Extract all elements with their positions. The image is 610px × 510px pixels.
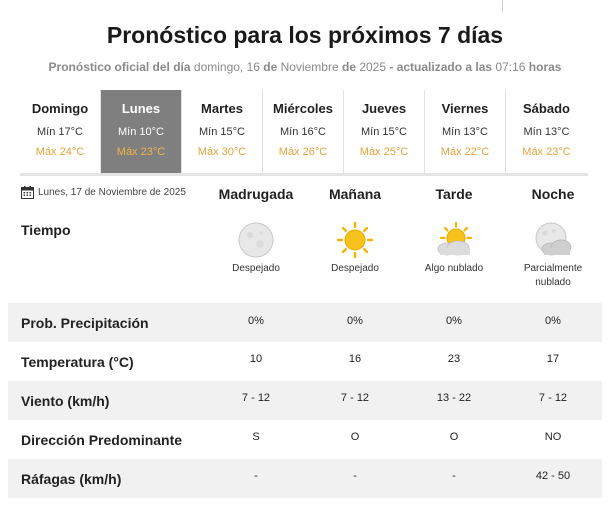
day-tab-viernes[interactable] <box>425 90 506 173</box>
subtitle-official: Pronóstico oficial del día <box>48 60 191 74</box>
direction-manana: O <box>350 431 360 443</box>
day-max: Máx 26°C <box>278 146 328 158</box>
day-tab-lunes[interactable] <box>101 90 182 173</box>
condition-noche-line1: Parcialmente <box>523 263 583 274</box>
precipitation-madrugada: 0% <box>248 315 264 327</box>
day-min: Mín 15°C <box>361 126 407 138</box>
subtitle-de-2: de <box>341 60 356 74</box>
subtitle-year: 2025 <box>356 60 390 74</box>
day-tabs-underline <box>20 173 588 176</box>
temperature-tarde: 23 <box>447 353 461 365</box>
day-max: Máx 22°C <box>440 146 490 158</box>
precipitation-noche: 0% <box>545 315 561 327</box>
gusts-madrugada: - <box>254 470 258 482</box>
day-min: Mín 15°C <box>199 126 245 138</box>
condition-tarde: Algo nublado <box>424 263 484 274</box>
top-divider <box>502 0 503 12</box>
day-max: Máx 30°C <box>197 146 247 158</box>
day-min: Mín 13°C <box>442 126 488 138</box>
condition-noche <box>498 262 608 290</box>
wind-manana: 7 - 12 <box>340 392 370 404</box>
day-tab-miercoles[interactable] <box>263 90 344 173</box>
row-label-precipitation: Prob. Precipitación <box>21 315 149 331</box>
day-tab-martes[interactable] <box>182 90 263 173</box>
condition-noche-line2: nublado <box>535 277 571 288</box>
subtitle-weekday: domingo, 16 <box>190 60 264 74</box>
day-tab-domingo[interactable] <box>20 90 101 173</box>
direction-tarde: O <box>449 431 459 443</box>
day-name: Sábado <box>523 101 570 116</box>
precipitation-manana: 0% <box>347 315 363 327</box>
day-name: Miércoles <box>273 101 333 116</box>
day-max: Máx 24°C <box>35 146 85 158</box>
subtitle-hours: horas <box>528 60 562 74</box>
condition-madrugada: Despejado <box>232 263 280 274</box>
subtitle-updated: - actualizado a las <box>389 60 493 74</box>
direction-madrugada: S <box>252 431 260 443</box>
day-min: Mín 17°C <box>37 126 83 138</box>
day-max: Máx 25°C <box>359 146 409 158</box>
precipitation-tarde: 0% <box>446 315 462 327</box>
day-name: Viernes <box>441 101 489 116</box>
gusts-tarde: - <box>452 470 456 482</box>
day-tab-sabado[interactable] <box>506 90 587 173</box>
wind-madrugada: 7 - 12 <box>241 392 271 404</box>
row-label-direction: Dirección Predominante <box>21 432 183 448</box>
wind-tarde: 13 - 22 <box>436 392 472 404</box>
day-tabs <box>20 90 588 173</box>
day-max: Máx 23°C <box>522 146 571 158</box>
page-title: Pronóstico para los próximos 7 días <box>106 22 504 48</box>
day-max: Máx 23°C <box>116 146 166 158</box>
direction-noche: NO <box>544 431 562 443</box>
gusts-manana: - <box>353 470 357 482</box>
temperature-noche: 17 <box>546 353 560 365</box>
temperature-madrugada: 10 <box>249 353 263 365</box>
condition-manana: Despejado <box>331 263 379 274</box>
row-label-tiempo: Tiempo <box>21 222 71 238</box>
period-noche: Noche <box>531 186 575 202</box>
wind-noche: 7 - 12 <box>538 392 568 404</box>
row-label-wind: Viento (km/h) <box>21 393 110 409</box>
gusts-noche: 42 - 50 <box>535 470 571 482</box>
sun-cloud-icon <box>434 222 474 258</box>
day-name: Jueves <box>361 101 407 116</box>
selected-date-label: Lunes, 17 de Noviembre de 2025 <box>38 187 186 198</box>
row-label-temperature: Temperatura (°C) <box>21 354 134 370</box>
period-manana: Mañana <box>328 186 382 202</box>
day-min: Mín 16°C <box>280 126 326 138</box>
day-tab-jueves[interactable] <box>344 90 425 173</box>
day-min: Mín 10°C <box>118 126 164 138</box>
temperature-manana: 16 <box>348 353 362 365</box>
row-label-gusts: Ráfagas (km/h) <box>21 471 122 487</box>
forecast-subtitle <box>0 60 610 74</box>
day-name: Lunes <box>121 101 161 116</box>
moon-clear-icon <box>236 222 276 258</box>
period-tarde: Tarde <box>435 186 473 202</box>
subtitle-de-1: de <box>263 60 278 74</box>
sun-icon <box>335 222 375 258</box>
subtitle-month: Noviembre <box>277 60 342 74</box>
period-madrugada: Madrugada <box>218 186 294 202</box>
calendar-icon <box>21 186 34 199</box>
subtitle-time: 07:16 <box>492 60 529 74</box>
selected-date <box>21 186 186 199</box>
moon-cloud-icon <box>533 222 573 258</box>
day-min: Mín 13°C <box>523 126 570 138</box>
day-name: Domingo <box>31 101 89 116</box>
day-name: Martes <box>201 101 243 116</box>
